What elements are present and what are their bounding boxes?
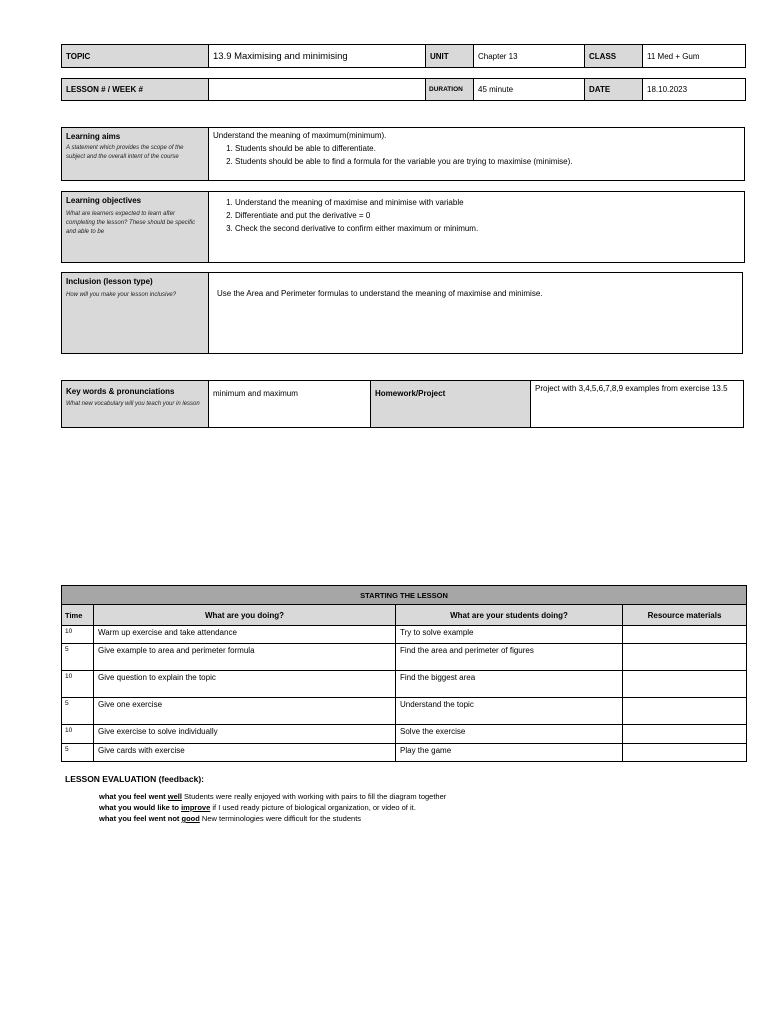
went-well-prefix: what you feel went xyxy=(99,792,168,801)
starting-lesson-table xyxy=(61,585,746,762)
row-students: Find the biggest area xyxy=(396,671,623,698)
duration-value: 45 minute xyxy=(474,79,585,101)
table-row xyxy=(62,698,747,725)
col-header-time: Time xyxy=(62,605,94,626)
learning-aims-label: Learning aims xyxy=(66,132,121,141)
date-value: 18.10.2023 xyxy=(643,79,746,101)
row-students: Solve the exercise xyxy=(396,725,623,744)
table-title: STARTING THE LESSON xyxy=(62,586,747,605)
table-row xyxy=(62,671,747,698)
row-time: 10 xyxy=(62,671,94,698)
row-time: 10 xyxy=(62,725,94,744)
learning-objectives-content xyxy=(209,192,744,262)
row-teacher: Give example to area and perimeter formula xyxy=(94,644,396,671)
date-label: DATE xyxy=(585,79,643,101)
row-time: 10 xyxy=(62,626,94,644)
row-time: 5 xyxy=(62,644,94,671)
row-students: Play the game xyxy=(396,744,623,762)
header-row-lesson xyxy=(61,78,745,101)
class-label: CLASS xyxy=(585,45,643,68)
list-item: 2. Differentiate and put the derivative = 0 xyxy=(235,209,740,222)
row-students: Understand the topic xyxy=(396,698,623,725)
lesson-evaluation xyxy=(65,774,446,824)
learning-aims-list xyxy=(213,142,740,168)
table-row xyxy=(62,744,747,762)
duration-label: DURATION xyxy=(426,79,474,101)
learning-aims-intro: Understand the meaning of maximum(minimum). xyxy=(213,131,387,140)
learning-objectives-label-cell xyxy=(62,192,209,262)
row-time: 5 xyxy=(62,744,94,762)
row-students: Find the area and perimeter of figures xyxy=(396,644,623,671)
list-item: 1. Students should be able to differentiate. xyxy=(235,142,740,155)
row-resources xyxy=(623,698,747,725)
went-well-key: well xyxy=(167,792,182,801)
unit-label: UNIT xyxy=(426,45,474,68)
row-teacher: Give one exercise xyxy=(94,698,396,725)
inclusion-text: Use the Area and Perimeter formulas to understand the meaning of maximise and minimise. xyxy=(217,289,543,298)
list-item: 2. Students should be able to find a formula for the variable you are trying to maximise (minimise). xyxy=(235,155,740,168)
table-row xyxy=(62,644,747,671)
learning-aims-label-cell xyxy=(62,128,209,180)
list-item: 3. Check the second derivative to confirm either maximum or minimum. xyxy=(235,222,740,235)
not-good-prefix: what you feel went not xyxy=(99,814,182,823)
table-row xyxy=(62,626,747,644)
col-header-students: What are your students doing? xyxy=(396,605,623,626)
inclusion-label: Inclusion (lesson type) xyxy=(66,277,153,286)
learning-aims-section xyxy=(61,127,745,181)
col-header-resources: Resource materials xyxy=(623,605,747,626)
row-resources xyxy=(623,725,747,744)
row-teacher: Give question to explain the topic xyxy=(94,671,396,698)
learning-aims-hint: A statement which provides the scope of the subject and the overall intent of the course xyxy=(66,145,184,160)
learning-objectives-label: Learning objectives xyxy=(66,196,142,205)
evaluation-title: LESSON EVALUATION (feedback): xyxy=(65,774,205,784)
went-well-text: Students were really enjoyed with working with pairs to fill the diagram together xyxy=(181,792,447,801)
row-teacher: Warm up exercise and take attendance xyxy=(94,626,396,644)
class-value: 11 Med + Gum xyxy=(643,45,746,68)
evaluation-not-good xyxy=(65,813,446,824)
list-item: 1. Understand the meaning of maximise and minimise with variable xyxy=(235,196,740,209)
evaluation-went-well xyxy=(65,791,446,802)
row-teacher: Give cards with exercise xyxy=(94,744,396,762)
row-time: 5 xyxy=(62,698,94,725)
homework-label: Homework/Project xyxy=(371,381,531,428)
col-header-teacher: What are you doing? xyxy=(94,605,396,626)
topic-value: 13.9 Maximising and minimising xyxy=(209,45,426,68)
inclusion-label-cell xyxy=(62,273,209,353)
learning-objectives-list xyxy=(213,196,740,235)
row-resources xyxy=(623,626,747,644)
learning-aims-content xyxy=(209,128,744,180)
keywords-value: minimum and maximum xyxy=(209,381,371,428)
inclusion-hint: How will you make your lesson inclusive? xyxy=(66,292,177,298)
keywords-label: Key words & pronunciations xyxy=(66,387,175,396)
row-resources xyxy=(623,644,747,671)
inclusion-section xyxy=(61,272,743,354)
not-good-key: good xyxy=(181,814,200,823)
topic-label: TOPIC xyxy=(62,45,209,68)
row-teacher: Give exercise to solve individually xyxy=(94,725,396,744)
keywords-homework-row xyxy=(61,380,743,428)
inclusion-content xyxy=(209,273,742,353)
keywords-hint: What new vocabulary will you teach your in lesson xyxy=(66,401,200,407)
improve-prefix: what you would like to xyxy=(99,803,182,812)
not-good-text: New terminologies were difficult for the students xyxy=(199,814,362,823)
lesson-week-label: LESSON # / WEEK # xyxy=(62,79,209,101)
header-row-topic xyxy=(61,44,745,68)
evaluation-improve xyxy=(65,802,446,813)
row-students: Try to solve example xyxy=(396,626,623,644)
row-resources xyxy=(623,744,747,762)
unit-value: Chapter 13 xyxy=(474,45,585,68)
table-row xyxy=(62,725,747,744)
learning-objectives-hint: What are learners expected to learn after completing the lesson? These should be specific and able to be xyxy=(66,211,196,235)
homework-value: Project with 3,4,5,6,7,8,9 examples from exercise 13.5 xyxy=(531,381,744,428)
lesson-week-value xyxy=(209,79,426,101)
improve-text: if I used ready picture of biological organization, or video of it. xyxy=(210,803,416,812)
learning-objectives-section xyxy=(61,191,745,263)
keywords-label-cell xyxy=(62,381,209,428)
row-resources xyxy=(623,671,747,698)
improve-key: improve xyxy=(181,803,211,812)
